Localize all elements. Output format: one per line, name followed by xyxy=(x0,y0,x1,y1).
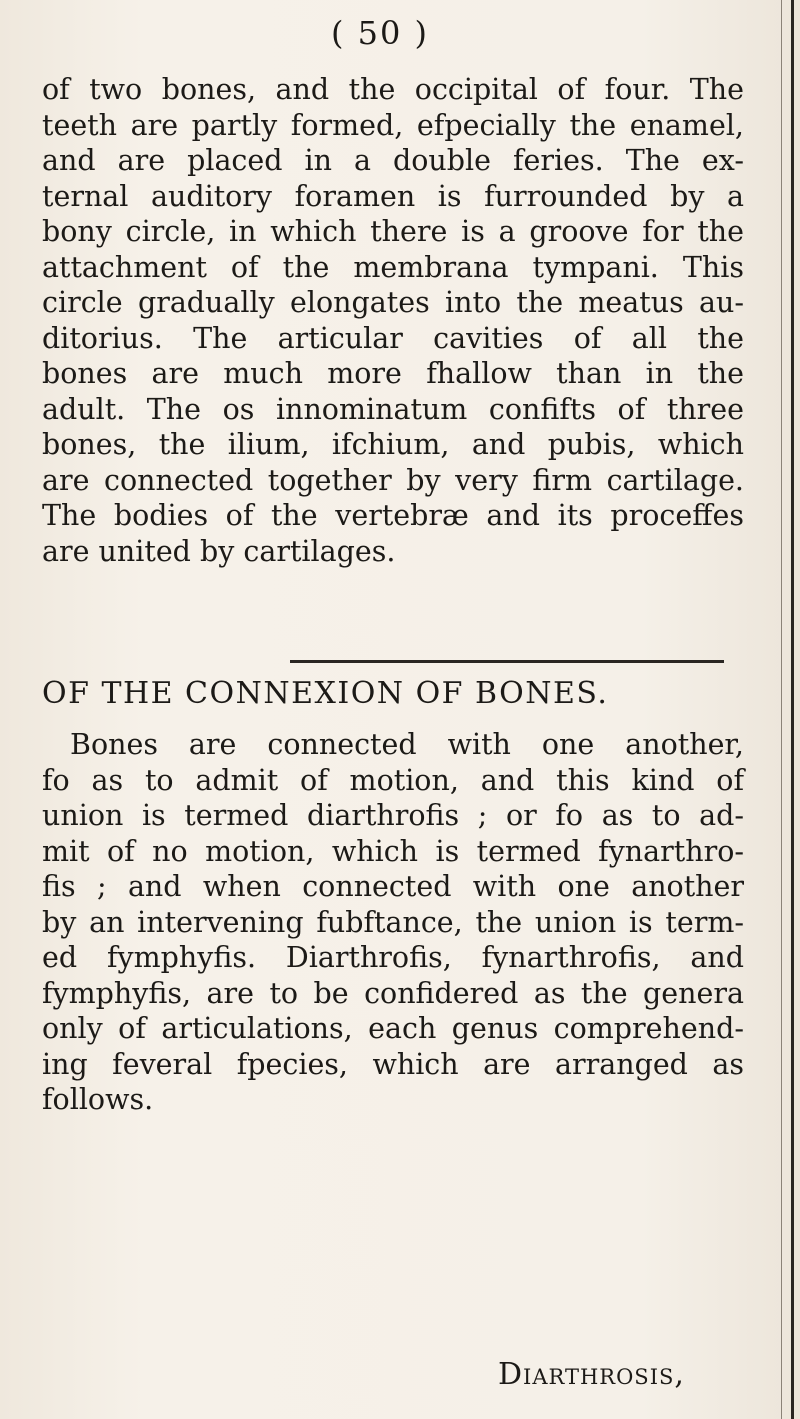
text-line: ternal auditory foramen is furrounded by a xyxy=(42,179,744,213)
text-line: fymphyfis, are to be confidered as the genera xyxy=(42,976,744,1010)
text-line: are connected together by very firm cartilage. xyxy=(42,463,744,497)
text-line: by an intervening fubftance, the union is term- xyxy=(42,905,744,939)
text-line: fo as to admit of motion, and this kind of xyxy=(42,763,744,797)
catchword: Diarthrosis, xyxy=(498,1357,685,1392)
text-line: only of articulations, each genus comprehend- xyxy=(42,1012,744,1045)
section-divider-rule xyxy=(290,660,724,663)
text-line: adult. The os innominatum confifts of three xyxy=(42,392,744,426)
paragraph-2 xyxy=(42,727,744,1118)
page-number: ( 50 ) xyxy=(330,14,430,52)
text-line: of two bones, and the occipital of four. The xyxy=(42,73,744,106)
text-line: bony circle, in which there is a groove for the xyxy=(42,215,744,248)
text-line: The bodies of the vertebræ and its proceffes xyxy=(42,499,744,532)
text-line: mit of no motion, which is termed fynarthro- xyxy=(42,834,744,868)
text-line: teeth are partly formed, efpecially the enamel, xyxy=(42,108,744,142)
text-line: follows. xyxy=(42,1083,154,1116)
text-line: circle gradually elongates into the meatus au- xyxy=(42,286,744,319)
paragraph-1 xyxy=(42,72,744,569)
text-line: fis ; and when connected with one another xyxy=(42,870,744,903)
text-line: bones, the ilium, ifchium, and pubis, which xyxy=(42,428,744,461)
text-line: union is termed diarthrofis ; or fo as to ad- xyxy=(42,799,744,832)
text-line: are united by cartilages. xyxy=(42,534,396,568)
text-line: ing feveral fpecies, which are arranged as xyxy=(42,1047,744,1081)
text-line: ed fymphyfis. Diarthrofis, fynarthrofis, and xyxy=(42,941,744,974)
text-line: attachment of the membrana tympani. This xyxy=(42,250,744,284)
section-heading: OF THE CONNEXION OF BONES. xyxy=(42,676,609,711)
text-line: ditorius. The articular cavities of all the xyxy=(42,321,744,355)
page-edge-shadow xyxy=(791,0,794,1419)
text-line: and are placed in a double feries. The ex- xyxy=(42,144,744,177)
page-edge-line xyxy=(781,0,782,1419)
text-line: bones are much more fhallow than in the xyxy=(42,357,744,390)
text-line: Bones are connected with one another, xyxy=(70,728,744,761)
